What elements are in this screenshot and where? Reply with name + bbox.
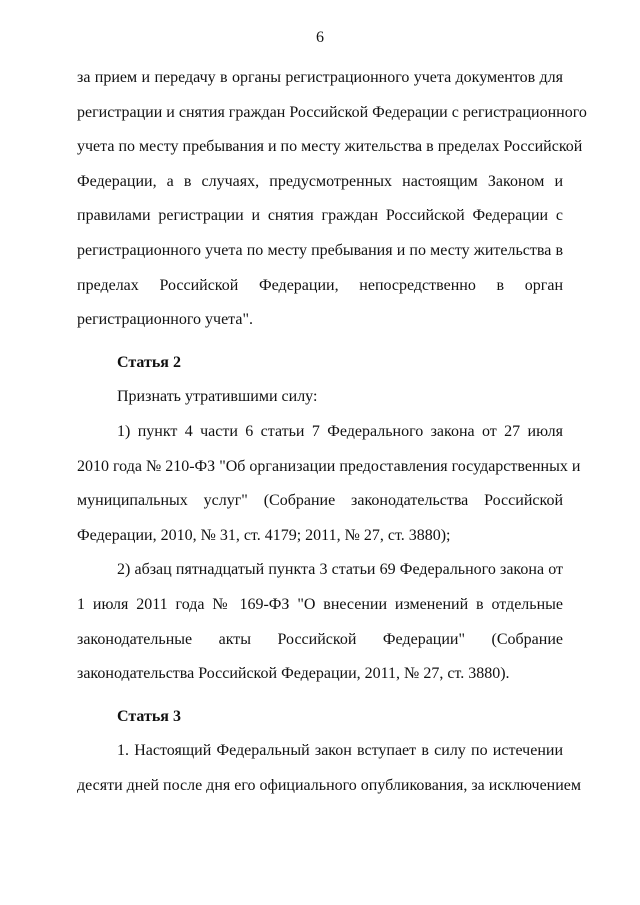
text-line: регистрации и снятия граждан Российской Федерации с регистрационного bbox=[77, 103, 587, 121]
text-line: муниципальных услуг" (Собрание законодательства Российской bbox=[77, 492, 563, 510]
text-line: Федерации, а в случаях, предусмотренных настоящим Законом и bbox=[77, 172, 563, 190]
text-line: регистрационного учета". bbox=[77, 311, 253, 329]
text-line: учета по месту пребывания и по месту жительства в пределах Российской bbox=[77, 138, 583, 156]
text-line: 2) абзац пятнадцатый пункта 3 статьи 69 Федерального закона от bbox=[117, 561, 563, 579]
text-line: законодательства Российской Федерации, 2011, № 27, ст. 3880). bbox=[77, 665, 510, 683]
text-line: законодательные акты Российской Федерации" (Собрание bbox=[77, 630, 563, 648]
article-2-item-1 bbox=[77, 415, 581, 553]
text-line: за прием и передачу в органы регистрационного учета документов для bbox=[77, 69, 563, 86]
article-3-heading: Статья 3 bbox=[117, 707, 181, 725]
article-3-item-1 bbox=[77, 734, 582, 803]
page-number: 6 bbox=[316, 29, 324, 46]
article-2-item-2 bbox=[77, 553, 563, 691]
text-line: пределах Российской Федерации, непосредственно в орган bbox=[77, 276, 563, 294]
text-line: правилами регистрации и снятия граждан Российской Федерации с bbox=[77, 207, 563, 225]
document-body bbox=[77, 61, 587, 803]
article-2-heading: Статья 2 bbox=[117, 353, 181, 371]
intro-paragraph bbox=[77, 61, 587, 338]
text-line: десяти дней после дня его официального опубликования, за исключением bbox=[77, 776, 582, 794]
text-line: 1) пункт 4 части 6 статьи 7 Федерального закона от 27 июля bbox=[117, 422, 563, 440]
article-2-lead: Признать утратившими силу: bbox=[117, 388, 318, 406]
text-line: 2010 года № 210-ФЗ "Об организации предоставления государственных и bbox=[77, 457, 581, 475]
text-line: 1. Настоящий Федеральный закон вступает в силу по истечении bbox=[117, 742, 563, 760]
text-line: 1 июля 2011 года № 169-ФЗ "О внесении изменений в отдельные bbox=[77, 595, 563, 613]
text-line: Федерации, 2010, № 31, ст. 4179; 2011, № 27, ст. 3880); bbox=[77, 526, 451, 544]
text-line: регистрационного учета по месту пребывания и по месту жительства в bbox=[77, 241, 563, 259]
